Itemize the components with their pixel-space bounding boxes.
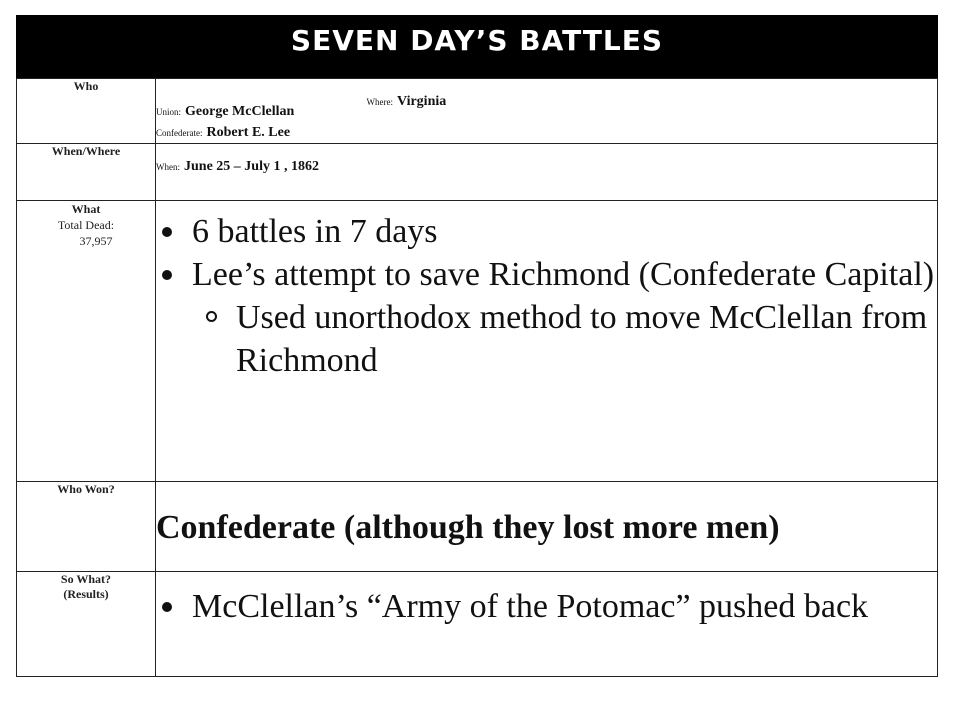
bullet-dot-icon (162, 602, 172, 612)
confederate-line (156, 122, 937, 143)
what-sub-bullet-list (156, 296, 937, 382)
where-line (367, 92, 447, 110)
total-dead-value: 37,957 (79, 234, 113, 248)
confederate-commander: Robert E. Lee (206, 125, 291, 140)
confederate-label: Confederate: (156, 128, 203, 138)
row-label-when-where: When/Where (17, 144, 156, 201)
header-band (16, 15, 938, 78)
winner-text: Confederate (although they lost more men) (156, 509, 780, 546)
row-label-so-what (17, 572, 156, 677)
row-content-so-what (156, 572, 938, 677)
what-label: What (71, 202, 101, 216)
row-label-who: Who (17, 79, 156, 144)
bullet-dot-icon (162, 270, 172, 280)
so-what-label: So What? (60, 572, 112, 586)
battle-summary-sheet (16, 15, 938, 669)
total-dead-label: Total Dead: (57, 218, 115, 232)
list-item: 6 battles in 7 days (156, 210, 937, 253)
table-row-who (17, 79, 938, 144)
what-bullet-list (156, 201, 937, 296)
results-label: (Results) (63, 587, 109, 601)
row-content-who-won (156, 482, 938, 572)
union-label: Union: (156, 107, 182, 117)
table-row-what (17, 201, 938, 482)
summary-table (16, 78, 938, 677)
row-content-who (156, 79, 938, 144)
row-content-what (156, 201, 938, 482)
when-label: When: (156, 162, 180, 172)
so-what-bullet-list (156, 572, 937, 628)
list-item: Used unorthodox method to move McClellan from Richmond (156, 296, 937, 382)
list-item: Lee’s attempt to save Richmond (Confederate Capital) (156, 253, 937, 296)
union-commander: George McClellan (185, 104, 295, 119)
table-row-so-what (17, 572, 938, 677)
page-title: SEVEN DAY’S BATTLES (290, 24, 664, 57)
table-row-when-where (17, 144, 938, 201)
bullet-dot-icon (162, 227, 172, 237)
when-value: June 25 – July 1 , 1862 (184, 159, 319, 174)
row-label-who-won: Who Won? (17, 482, 156, 572)
where-value: Virginia (396, 93, 447, 109)
union-line (156, 101, 937, 122)
where-label: Where: (366, 96, 393, 107)
row-label-what (17, 201, 156, 482)
list-item: McClellan’s “Army of the Potomac” pushed back (156, 585, 937, 628)
bullet-ring-icon (206, 311, 217, 322)
table-row-who-won (17, 482, 938, 572)
